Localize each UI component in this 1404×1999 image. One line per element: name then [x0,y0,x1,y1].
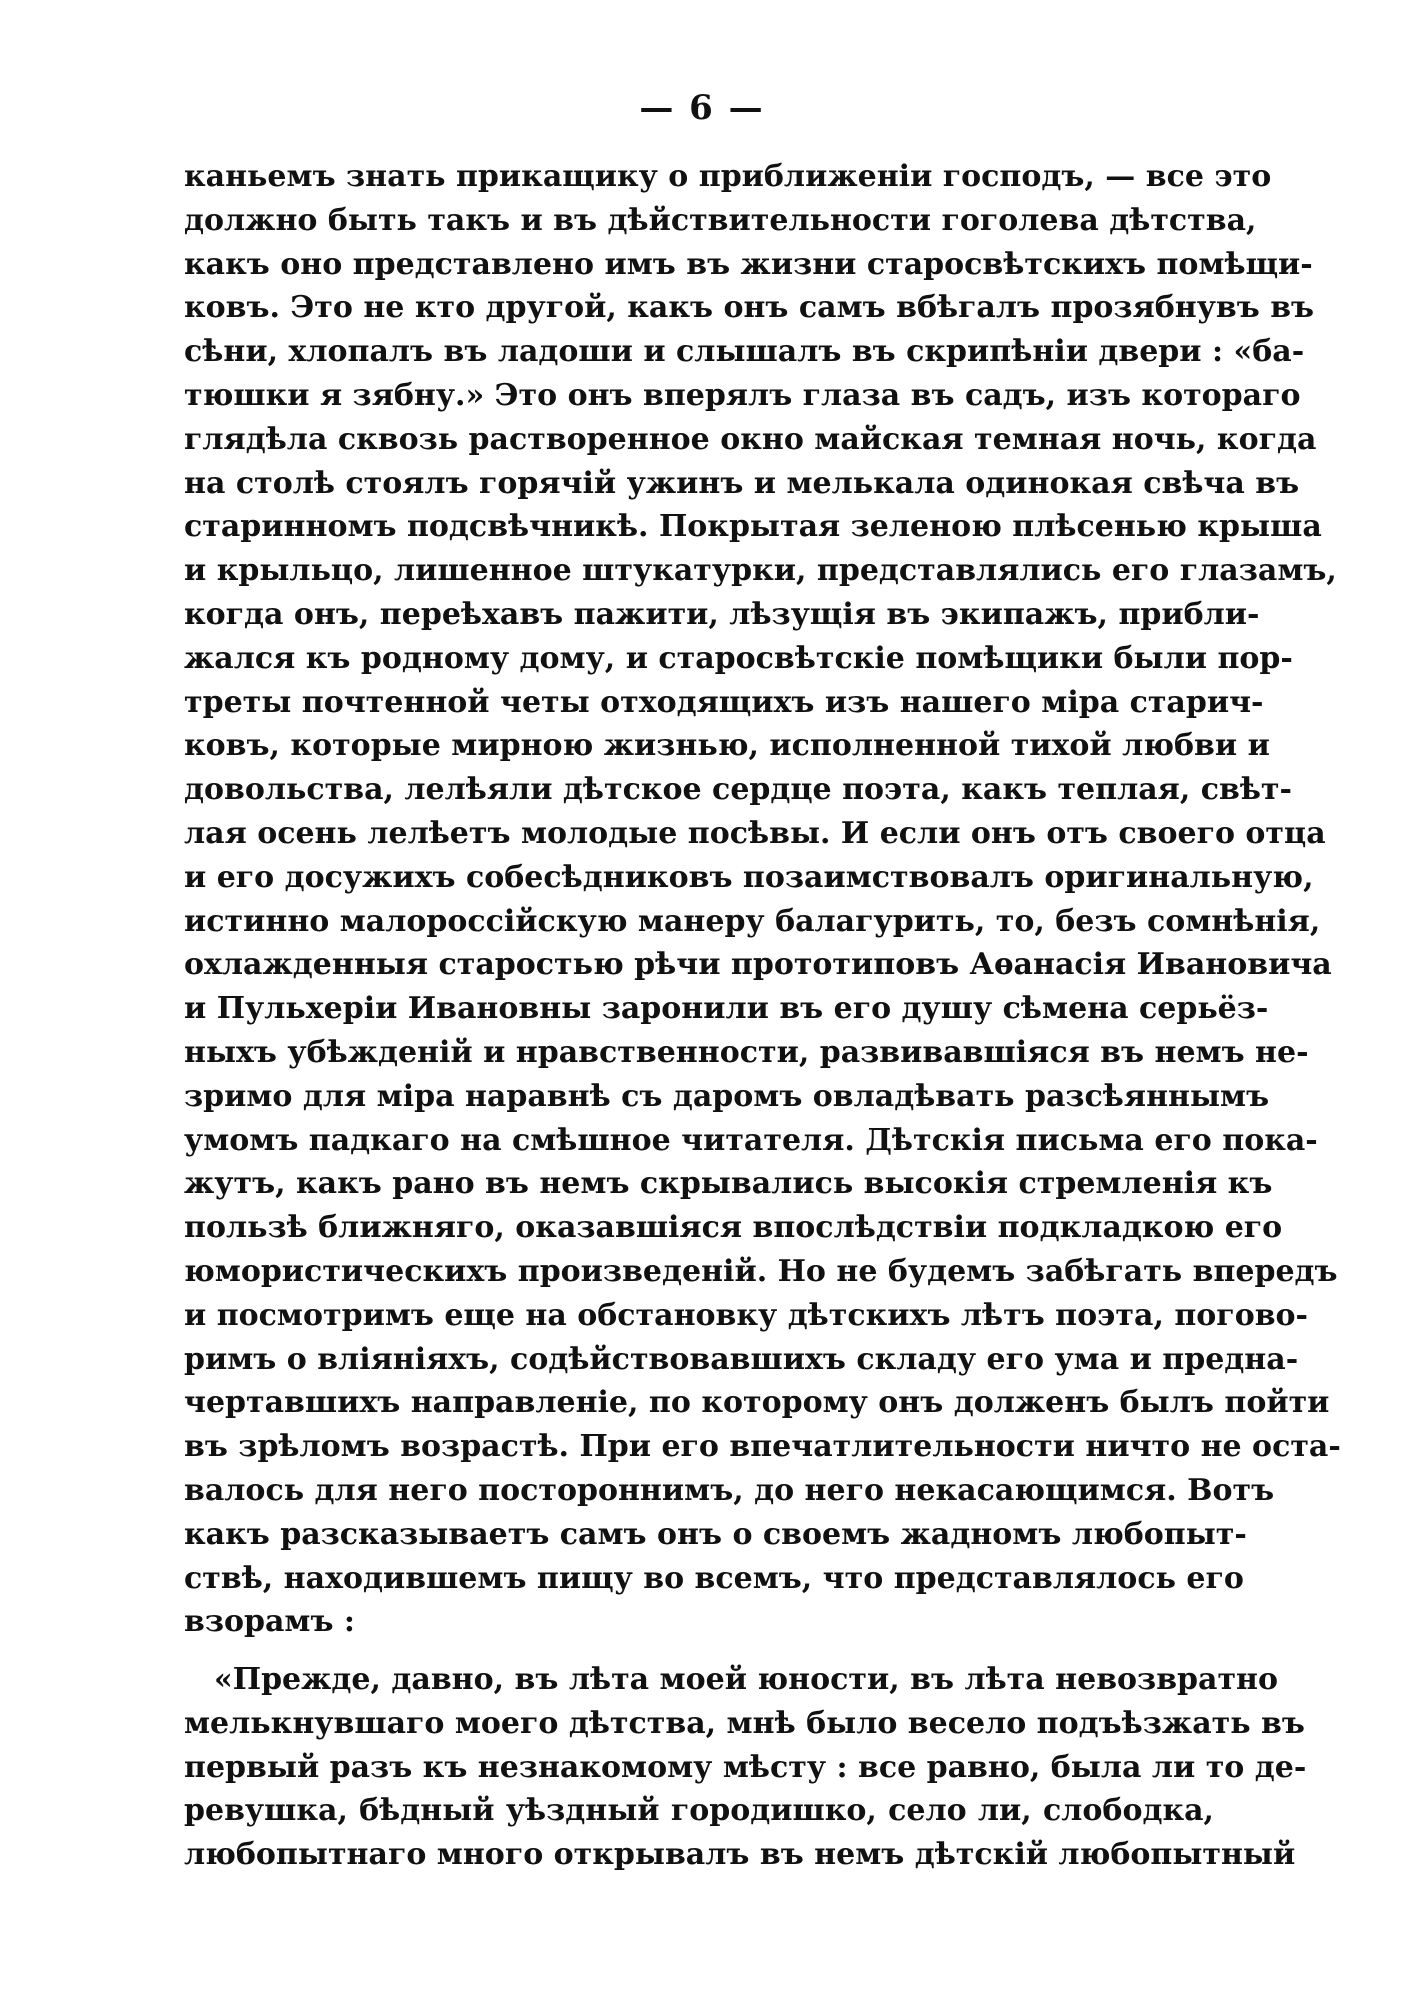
text-line: должно быть такъ и въ дѣйствительности гоголева дѣтства, [184,202,1257,238]
text-line: ствѣ, находившемъ пищу во всемъ, что представлялось его [184,1560,1244,1596]
text-line: мелькнувшаго моего дѣтства, мнѣ было весело подъѣзжать въ [184,1705,1305,1741]
text-line: истинно малороссійскую манеру балагурить, то, безъ сомнѣнія, [184,903,1321,939]
text-line: чертавшихъ направленіе, по которому онъ долженъ былъ пойти [184,1385,1330,1421]
paragraph [184,155,1341,1644]
text-line: сѣни, хлопалъ въ ладоши и слышалъ въ скрипѣніи двери : «ба- [184,334,1305,370]
text-line: ковъ, которые мирною жизнью, исполненной тихой любви и [184,728,1270,764]
text-line: ныхъ убѣжденій и нравственности, развивавшіяся въ немъ не- [184,1034,1309,1070]
text-line: пользѣ ближняго, оказавшіяся впослѣдствіи подкладкою его [184,1210,1283,1246]
text-line: довольства, лелѣяли дѣтское сердце поэта, какъ теплая, свѣт- [184,772,1292,808]
text-line: охлажденныя старостью рѣчи прототиповъ Аѳанасія Ивановича [184,947,1332,983]
text-line: и его досужихъ собесѣдниковъ позаимствовалъ оригинальную, [184,859,1314,895]
text-line: какъ разсказываетъ самъ онъ о своемъ жадномъ любопыт- [184,1516,1247,1552]
text-line: тюшки я зябну.» Это онъ вперялъ глаза въ садъ, изъ котораго [184,377,1301,413]
text-line: умомъ падкаго на смѣшное читателя. Дѣтскія письма его пока- [184,1122,1318,1158]
text-line: зримо для міра наравнѣ съ даромъ овладѣвать разсѣяннымъ [184,1078,1270,1114]
text-line: ковъ. Это не кто другой, какъ онъ самъ вбѣгалъ прозябнувъ въ [184,290,1315,326]
text-line: первый разъ къ незнакомому мѣсту : все равно, была ли то де- [184,1749,1307,1785]
text-line: въ зрѣломъ возрастѣ. При его впечатлительности ничто не оста- [184,1429,1341,1465]
text-line: и Пульхеріи Ивановны заронили въ его душу сѣмена серьёз- [184,991,1269,1027]
text-line: и посмотримъ еще на обстановку дѣтскихъ лѣтъ поэта, погово- [184,1297,1309,1333]
text-line: треты почтенной четы отходящихъ изъ нашего міра старич- [184,684,1264,720]
text-line: старинномъ подсвѣчникѣ. Покрытая зеленою плѣсенью крыша [184,509,1322,545]
quote-paragraph [184,1658,1307,1877]
text-line: какъ оно представлено имъ въ жизни старосвѣтскихъ помѣщи- [184,246,1313,282]
text-line: каньемъ знать прикащику о приближеніи господъ, — все это [184,159,1272,194]
text-line: и крыльцо, лишенное штукатурки, представлялись его глазамъ, [184,553,1337,589]
body-text [184,155,1341,1877]
text-line: глядѣла сквозь растворенное окно майская темная ночь, когда [184,421,1317,457]
text-line: юмористическихъ произведеній. Но не будемъ забѣгать впередъ [184,1253,1338,1289]
text-line: «Прежде, давно, въ лѣта моей юности, въ лѣта невозвратно [214,1662,1279,1698]
page-number: — 6 — [639,88,765,128]
text-line: любопытнаго много открывалъ въ немъ дѣтскій любопытный [184,1837,1296,1873]
text-line: жутъ, какъ рано въ немъ скрывались высокія стремленія къ [184,1166,1273,1202]
text-line: ревушка, бѣдный уѣздный городишко, село ли, слободка, [184,1793,1214,1829]
text-line: валось для него постороннимъ, до него некасающимся. Вотъ [184,1472,1275,1508]
text-line: когда онъ, переѣхавъ пажити, лѣзущія въ экипажъ, прибли- [184,596,1260,632]
text-line: жался къ родному дому, и старосвѣтскіе помѣщики были пор- [184,640,1293,676]
paragraph-gap [184,1644,1214,1658]
text-line: римъ о вліяніяхъ, содѣйствовавшихъ складу его ума и предна- [184,1341,1299,1377]
text-line: лая осень лелѣетъ молодые посѣвы. И если онъ отъ своего отца [184,815,1326,851]
text-line: взорамъ : [184,1604,356,1640]
text-line: на столѣ стоялъ горячій ужинъ и мелькала одинокая свѣча въ [184,465,1300,501]
